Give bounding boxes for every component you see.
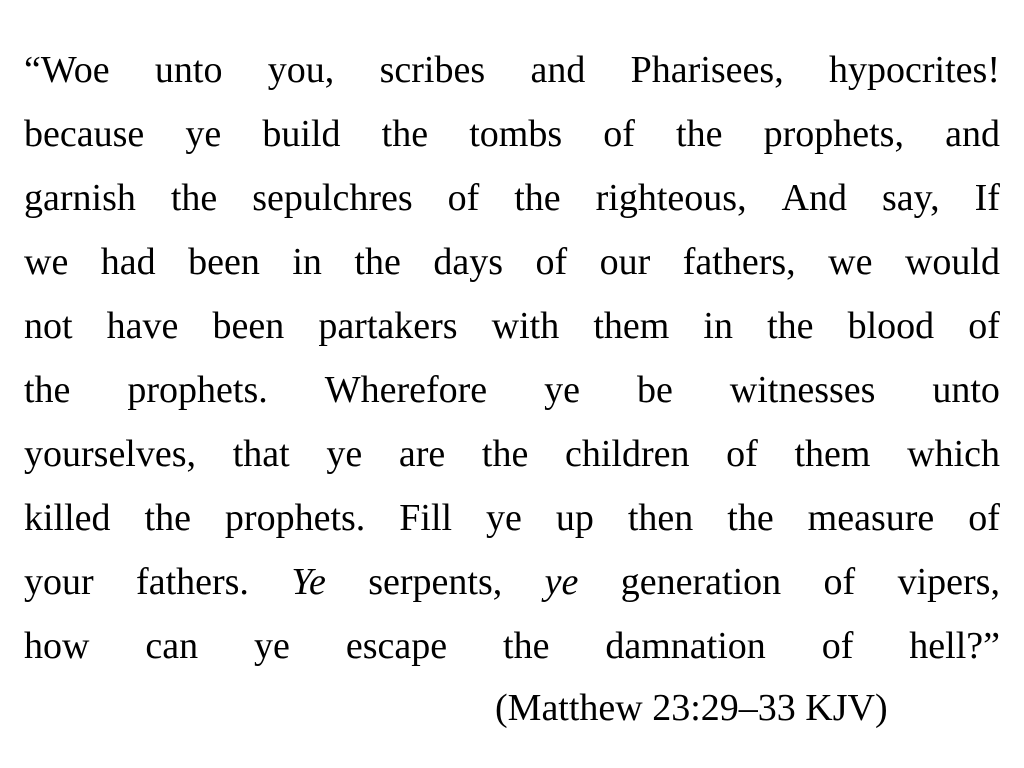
quote-line [24,230,1000,294]
quote-word: the [676,113,723,155]
quote-word: serpents, [368,561,503,603]
quote-word: of [968,305,1000,347]
quote-word: the [24,369,71,411]
quote-word: not [24,305,73,347]
quote-word: the [354,241,401,283]
quote-word: our [599,241,651,283]
quote-word: the [514,177,561,219]
quote-word: up [555,497,594,539]
quote-word: the [144,497,191,539]
quote-word: your [24,561,94,603]
quote-line [24,422,1000,486]
quote-word: days [433,241,503,283]
quote-line [24,486,1000,550]
quote-word: which [907,433,1000,475]
quote-word: prophets. [224,497,366,539]
quote-word: of [535,241,568,283]
quote-line [24,614,1000,678]
quote-word: fathers, [682,241,796,283]
quote-word: we [828,241,873,283]
quote-word: of [821,625,854,667]
quote-word: ye [544,561,579,603]
quote-word: be [636,369,673,411]
quote-word: “Woe [24,49,110,91]
quote-word: scribes [379,49,486,91]
quote-word: ye [486,497,522,539]
quote-word: prophets, [763,113,904,155]
quote-word: ye [185,113,222,155]
quote-word: been [212,305,285,347]
quote-word: and [945,113,1000,155]
quote-word: tombs [469,113,563,155]
quote-word: measure [807,497,935,539]
quote-word: in [703,305,733,347]
quote-word: garnish [24,177,136,219]
quote-word: prophets. [127,369,268,411]
quote-word: partakers [318,305,458,347]
quote-word: sepulchres [252,177,413,219]
quote-word: had [100,241,156,283]
quote-line [24,166,1000,230]
quote-word: witnesses [729,369,876,411]
quote-word: the [503,625,550,667]
quote-word: been [188,241,260,283]
quote-word: ye [326,433,363,475]
scripture-citation: (Matthew 23:29–33 KJV) [495,687,888,729]
quote-word: children [565,433,690,475]
quote-word: and [530,49,586,91]
quote-word: you, [267,49,335,91]
quote-word: hypocrites! [829,49,1000,91]
quote-line [24,358,1000,422]
quote-word: killed [24,497,111,539]
quote-word: blood [847,305,935,347]
quote-word: righteous, [595,177,747,219]
quote-line [24,550,1000,614]
quote-word: them [794,433,871,475]
scripture-quote [24,38,1000,678]
quote-word: the [727,497,774,539]
quote-word: of [968,497,1000,539]
quote-word: can [145,625,199,667]
quote-word: escape [345,625,448,667]
quote-word: we [24,241,69,283]
quote-word: If [974,177,1000,219]
quote-word: because [24,113,145,155]
quote-word: have [106,305,179,347]
quote-word: unto [932,369,1000,411]
quote-word: would [904,241,1000,283]
quote-word: unto [154,49,223,91]
quote-word: with [491,305,560,347]
quote-word: that [232,433,290,475]
quote-word: of [447,177,480,219]
quote-word: then [627,497,694,539]
quote-word: the [481,433,529,475]
quote-word: in [292,241,322,283]
quote-word: Pharisees, [630,49,784,91]
quote-word: build [262,113,341,155]
quote-word: of [726,433,758,475]
quote-word: fathers. [136,561,249,603]
quote-word: the [767,305,814,347]
quote-word: the [170,177,218,219]
quote-word: Fill [399,497,453,539]
quote-word: generation [620,561,782,603]
quote-word: ye [544,369,580,411]
quote-word: how [24,625,90,667]
quote-line [24,102,1000,166]
quote-word: Wherefore [324,369,488,411]
quote-line [24,38,1000,102]
quote-word: them [593,305,670,347]
quote-word: hell?” [909,625,1000,667]
quote-line [24,294,1000,358]
quote-word: damnation [605,625,766,667]
quote-word: say, [881,177,940,219]
quote-word: ye [254,625,290,667]
quote-word: Ye [291,561,326,603]
quote-word: the [381,113,429,155]
quote-word: yourselves, [24,433,197,475]
quote-word: And [781,177,847,219]
quote-word: of [823,561,856,603]
quote-word: of [603,113,635,155]
quote-word: vipers, [897,561,1000,603]
quote-word: are [398,433,446,475]
